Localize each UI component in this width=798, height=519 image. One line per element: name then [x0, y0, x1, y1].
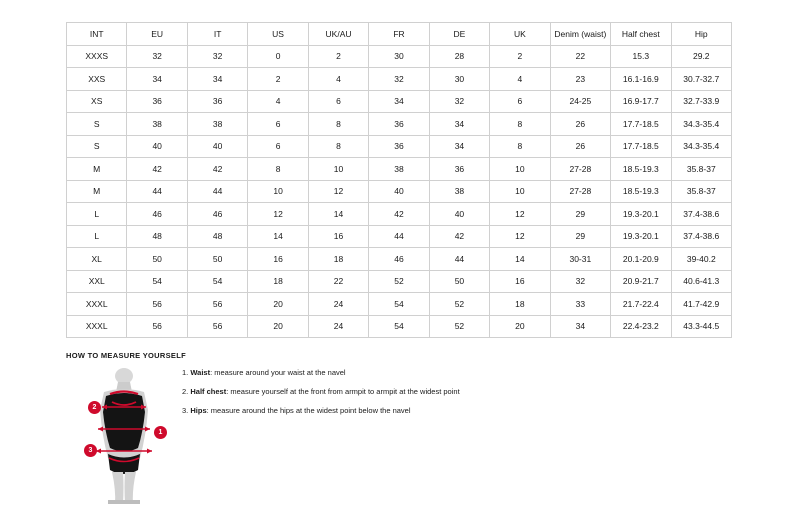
- column-header: UK/AU: [308, 23, 368, 46]
- table-cell: XXL: [67, 270, 127, 293]
- how-to-measure-steps: [182, 368, 602, 425]
- column-header: FR: [369, 23, 429, 46]
- table-cell: 15.3: [611, 45, 671, 68]
- table-cell: 4: [248, 90, 308, 113]
- step-term: Hips: [190, 406, 207, 416]
- table-cell: 50: [127, 248, 187, 271]
- table-cell: 21.7-22.4: [611, 293, 671, 316]
- table-body: [67, 45, 732, 338]
- table-cell: S: [67, 113, 127, 136]
- table-cell: 34.3-35.4: [671, 135, 731, 158]
- step-number: 3.: [182, 406, 189, 416]
- table-cell: 37.4-38.6: [671, 225, 731, 248]
- table-cell: 6: [308, 90, 368, 113]
- table-cell: 32: [550, 270, 610, 293]
- table-cell: L: [67, 203, 127, 226]
- table-cell: 18: [248, 270, 308, 293]
- table-cell: 14: [490, 248, 550, 271]
- table-cell: 18: [308, 248, 368, 271]
- table-row: [67, 90, 732, 113]
- table-row: [67, 248, 732, 271]
- table-header-row: [67, 23, 732, 46]
- table-cell: 34: [429, 113, 489, 136]
- column-header: INT: [67, 23, 127, 46]
- column-header: IT: [187, 23, 247, 46]
- table-cell: 16.1-16.9: [611, 68, 671, 91]
- measure-badge-hips: 3: [84, 444, 97, 457]
- table-cell: 30.7-32.7: [671, 68, 731, 91]
- step-number: 1.: [182, 368, 189, 377]
- table-cell: 2: [490, 45, 550, 68]
- table-cell: 16.9-17.7: [611, 90, 671, 113]
- table-cell: 16: [490, 270, 550, 293]
- column-header: Denim (waist): [550, 23, 610, 46]
- table-cell: 16: [248, 248, 308, 271]
- step-text: : measure around your waist at the navel: [210, 368, 346, 377]
- table-cell: 36: [187, 90, 247, 113]
- table-row: [67, 113, 732, 136]
- table-cell: 10: [248, 180, 308, 203]
- table-cell: 10: [308, 158, 368, 181]
- table-cell: 36: [429, 158, 489, 181]
- table-cell: 40: [127, 135, 187, 158]
- table-cell: 44: [429, 248, 489, 271]
- table-cell: 34.3-35.4: [671, 113, 731, 136]
- table-cell: 20: [490, 315, 550, 338]
- table-cell: 34: [429, 135, 489, 158]
- table-cell: M: [67, 158, 127, 181]
- table-cell: 2: [308, 45, 368, 68]
- table-cell: 12: [248, 203, 308, 226]
- table-cell: 36: [369, 113, 429, 136]
- table-cell: 8: [248, 158, 308, 181]
- table-cell: 20: [248, 293, 308, 316]
- table-cell: 56: [187, 315, 247, 338]
- table-row: [67, 158, 732, 181]
- table-cell: 32: [369, 68, 429, 91]
- table-cell: XXS: [67, 68, 127, 91]
- table-cell: 18.5-19.3: [611, 180, 671, 203]
- table-cell: 12: [490, 225, 550, 248]
- table-cell: 12: [490, 203, 550, 226]
- column-header: US: [248, 23, 308, 46]
- table-cell: 17.7-18.5: [611, 135, 671, 158]
- table-cell: 26: [550, 135, 610, 158]
- table-cell: 19.3-20.1: [611, 225, 671, 248]
- table-cell: 48: [187, 225, 247, 248]
- table-row: [67, 315, 732, 338]
- table-cell: 54: [369, 315, 429, 338]
- table-cell: 29: [550, 225, 610, 248]
- table-cell: 6: [248, 113, 308, 136]
- measure-step: [182, 406, 602, 416]
- table-cell: 8: [308, 113, 368, 136]
- table-cell: 27-28: [550, 180, 610, 203]
- table-cell: 29.2: [671, 45, 731, 68]
- table-cell: 36: [127, 90, 187, 113]
- step-number: 2.: [182, 387, 189, 397]
- table-cell: S: [67, 135, 127, 158]
- table-cell: 34: [369, 90, 429, 113]
- table-cell: 54: [127, 270, 187, 293]
- table-cell: 17.7-18.5: [611, 113, 671, 136]
- table-cell: M: [67, 180, 127, 203]
- table-cell: 52: [429, 315, 489, 338]
- table-cell: 22.4-23.2: [611, 315, 671, 338]
- table-cell: 4: [490, 68, 550, 91]
- table-cell: 32: [127, 45, 187, 68]
- table-cell: 18.5-19.3: [611, 158, 671, 181]
- table-cell: 14: [248, 225, 308, 248]
- table-cell: 56: [127, 315, 187, 338]
- table-cell: 19.3-20.1: [611, 203, 671, 226]
- table-cell: 20: [248, 315, 308, 338]
- table-cell: 40.6-41.3: [671, 270, 731, 293]
- measure-badge-half-chest: 2: [88, 401, 101, 414]
- how-to-measure-title: HOW TO MEASURE YOURSELF: [66, 351, 186, 360]
- table-cell: 28: [429, 45, 489, 68]
- table-cell: 22: [550, 45, 610, 68]
- size-conversion-table: [66, 22, 732, 338]
- table-cell: 46: [187, 203, 247, 226]
- table-cell: 6: [490, 90, 550, 113]
- step-text: : measure around the hips at the widest point below the navel: [206, 406, 411, 416]
- table-cell: 38: [187, 113, 247, 136]
- table-cell: 34: [187, 68, 247, 91]
- table-row: [67, 135, 732, 158]
- table-row: [67, 203, 732, 226]
- measurement-illustration: [66, 366, 182, 506]
- table-cell: 26: [550, 113, 610, 136]
- table-cell: 44: [127, 180, 187, 203]
- table-cell: 56: [187, 293, 247, 316]
- table-cell: 42: [369, 203, 429, 226]
- table-cell: 36: [369, 135, 429, 158]
- table-cell: 0: [248, 45, 308, 68]
- table-cell: 38: [369, 158, 429, 181]
- table-cell: 39-40.2: [671, 248, 731, 271]
- column-header: Half chest: [611, 23, 671, 46]
- table-cell: 14: [308, 203, 368, 226]
- table-cell: 10: [490, 158, 550, 181]
- table-cell: 33: [550, 293, 610, 316]
- table-cell: 23: [550, 68, 610, 91]
- table-cell: 10: [490, 180, 550, 203]
- table-cell: XS: [67, 90, 127, 113]
- table-cell: 42: [127, 158, 187, 181]
- table-cell: 48: [127, 225, 187, 248]
- table-cell: 27-28: [550, 158, 610, 181]
- step-term: Half chest: [190, 387, 227, 397]
- table-cell: 18: [490, 293, 550, 316]
- table-cell: 50: [429, 270, 489, 293]
- table-cell: 16: [308, 225, 368, 248]
- table-cell: 38: [127, 113, 187, 136]
- table-cell: XXXS: [67, 45, 127, 68]
- table-cell: 24-25: [550, 90, 610, 113]
- table-head: [67, 23, 732, 46]
- table-cell: 30-31: [550, 248, 610, 271]
- table-cell: 32: [429, 90, 489, 113]
- table-cell: L: [67, 225, 127, 248]
- table-cell: XL: [67, 248, 127, 271]
- column-header: Hip: [671, 23, 731, 46]
- table-row: [67, 68, 732, 91]
- column-header: UK: [490, 23, 550, 46]
- table-cell: 56: [127, 293, 187, 316]
- column-header: DE: [429, 23, 489, 46]
- table-cell: 32: [187, 45, 247, 68]
- table-cell: 42: [187, 158, 247, 181]
- table-cell: 20.1-20.9: [611, 248, 671, 271]
- table-row: [67, 270, 732, 293]
- size-table-container: [66, 22, 732, 338]
- table-cell: 8: [308, 135, 368, 158]
- table-cell: 2: [248, 68, 308, 91]
- table-cell: 35.8-37: [671, 180, 731, 203]
- table-cell: 30: [429, 68, 489, 91]
- measure-step: [182, 387, 602, 397]
- table-cell: 44: [187, 180, 247, 203]
- table-row: [67, 45, 732, 68]
- table-cell: 24: [308, 293, 368, 316]
- table-cell: 12: [308, 180, 368, 203]
- table-cell: 52: [369, 270, 429, 293]
- table-cell: 22: [308, 270, 368, 293]
- table-cell: 30: [369, 45, 429, 68]
- table-cell: 41.7-42.9: [671, 293, 731, 316]
- table-cell: 32.7-33.9: [671, 90, 731, 113]
- table-row: [67, 225, 732, 248]
- table-cell: 35.8-37: [671, 158, 731, 181]
- column-header: EU: [127, 23, 187, 46]
- table-cell: 38: [429, 180, 489, 203]
- table-cell: 6: [248, 135, 308, 158]
- table-cell: 37.4-38.6: [671, 203, 731, 226]
- table-row: [67, 293, 732, 316]
- table-cell: 34: [127, 68, 187, 91]
- table-cell: 44: [369, 225, 429, 248]
- table-cell: 40: [429, 203, 489, 226]
- table-cell: 43.3-44.5: [671, 315, 731, 338]
- table-cell: XXXL: [67, 293, 127, 316]
- table-row: [67, 180, 732, 203]
- step-term: Waist: [190, 368, 211, 377]
- table-cell: 40: [369, 180, 429, 203]
- table-cell: 54: [187, 270, 247, 293]
- table-cell: 29: [550, 203, 610, 226]
- table-cell: 50: [187, 248, 247, 271]
- table-cell: 24: [308, 315, 368, 338]
- measure-badge-waist: 1: [154, 426, 167, 439]
- table-cell: 20.9-21.7: [611, 270, 671, 293]
- table-cell: 46: [369, 248, 429, 271]
- table-cell: 4: [308, 68, 368, 91]
- table-cell: 52: [429, 293, 489, 316]
- table-cell: 46: [127, 203, 187, 226]
- table-cell: 8: [490, 113, 550, 136]
- step-text: : measure yourself at the front from armpit to armpit at the widest point: [226, 387, 460, 397]
- table-cell: 42: [429, 225, 489, 248]
- table-cell: 40: [187, 135, 247, 158]
- measure-step: [182, 368, 602, 378]
- table-cell: 34: [550, 315, 610, 338]
- table-cell: 54: [369, 293, 429, 316]
- table-cell: 8: [490, 135, 550, 158]
- table-cell: XXXL: [67, 315, 127, 338]
